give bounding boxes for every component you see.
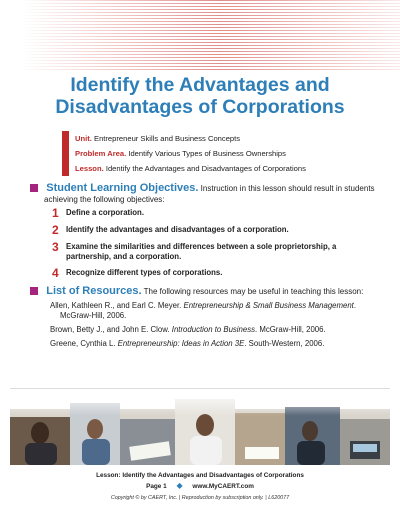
objective-number: 3 xyxy=(52,240,59,254)
unit-value: Entrepreneur Skills and Business Concepts xyxy=(94,134,241,143)
unit-label: Unit. xyxy=(75,134,92,143)
page-title xyxy=(20,74,380,118)
business-photo-collage xyxy=(10,388,390,465)
footer-page-number: Page 1 xyxy=(146,483,167,490)
objectives-intro-continued: achieving the following objectives: xyxy=(44,195,165,204)
footer-lesson-title: Lesson: Identify the Advantages and Disadvantages of Corporations xyxy=(96,472,304,479)
problem-area-row xyxy=(75,146,395,161)
reference-publisher: . South-Western, 2006. xyxy=(244,339,325,348)
reference-author: Greene, Cynthia L. xyxy=(50,339,116,348)
square-bullet-icon xyxy=(30,184,38,192)
lesson-info-block xyxy=(62,131,395,176)
objectives-section-header xyxy=(30,183,380,205)
reference-book-title: Entrepreneurship & Small Business Management xyxy=(183,301,354,310)
objectives-heading: Student Learning Objectives. xyxy=(46,182,199,194)
reference-author: Brown, Betty J., and John E. Clow. xyxy=(50,325,170,334)
objective-text xyxy=(66,241,336,262)
reference-item xyxy=(50,339,380,349)
objective-text: Identify the advantages and disadvantages of a corporation. xyxy=(66,225,289,234)
page-title-line-2: Disadvantages of Corporations xyxy=(55,96,345,118)
objectives-list xyxy=(52,207,382,279)
problem-area-value: Identify Various Types of Business Ownerships xyxy=(128,149,286,158)
objective-text-line-1: Examine the similarities and differences between a sole proprietorship, a xyxy=(66,242,337,251)
square-bullet-icon xyxy=(30,287,38,295)
objective-item xyxy=(52,241,382,262)
objective-item xyxy=(52,267,382,279)
reference-author: Allen, Kathleen R., and Earl C. Meyer. xyxy=(50,301,182,310)
page-title-line-1: Identify the Advantages and xyxy=(70,74,330,96)
lesson-row xyxy=(75,161,395,176)
objective-number: 4 xyxy=(52,266,59,280)
reference-publisher: . McGraw-Hill, 2006. xyxy=(255,325,326,334)
footer-copyright: Copyright © by CAERT, Inc. | Reproduction by subscription only. | L620077 xyxy=(110,495,290,501)
footer-page-line xyxy=(0,481,400,490)
objective-item xyxy=(52,207,382,219)
reference-book-title: Entrepreneurship: Ideas in Action 3E xyxy=(117,339,245,348)
problem-area-label: Problem Area. xyxy=(75,149,127,158)
resources-intro: The following resources may be useful in teaching this lesson: xyxy=(143,287,364,296)
diamond-icon: ◆ xyxy=(176,481,183,490)
reference-item xyxy=(50,325,380,335)
header-stripe-band xyxy=(0,0,400,70)
objective-text: Recognize different types of corporations. xyxy=(66,268,223,277)
resources-heading: List of Resources. xyxy=(46,285,142,297)
objective-item xyxy=(52,224,382,236)
objective-text-line-2: partnership, and a corporation. xyxy=(66,252,182,261)
objective-number: 1 xyxy=(52,206,59,220)
resources-section-header xyxy=(30,286,380,297)
lesson-value: Identify the Advantages and Disadvantages of Corporations xyxy=(105,164,306,173)
objective-number: 2 xyxy=(52,223,59,237)
footer-website-link[interactable]: www.MyCAERT.com xyxy=(192,483,254,490)
unit-row xyxy=(75,131,395,146)
lesson-label: Lesson. xyxy=(75,164,104,173)
reference-publisher: . McGraw-Hill, 2006. xyxy=(60,301,356,320)
reference-book-title: Introduction to Business xyxy=(171,325,256,334)
objective-text: Define a corporation. xyxy=(66,208,144,217)
objectives-intro: Instruction in this lesson should result in students xyxy=(200,184,375,193)
resources-list xyxy=(50,301,380,353)
reference-item xyxy=(50,301,380,321)
